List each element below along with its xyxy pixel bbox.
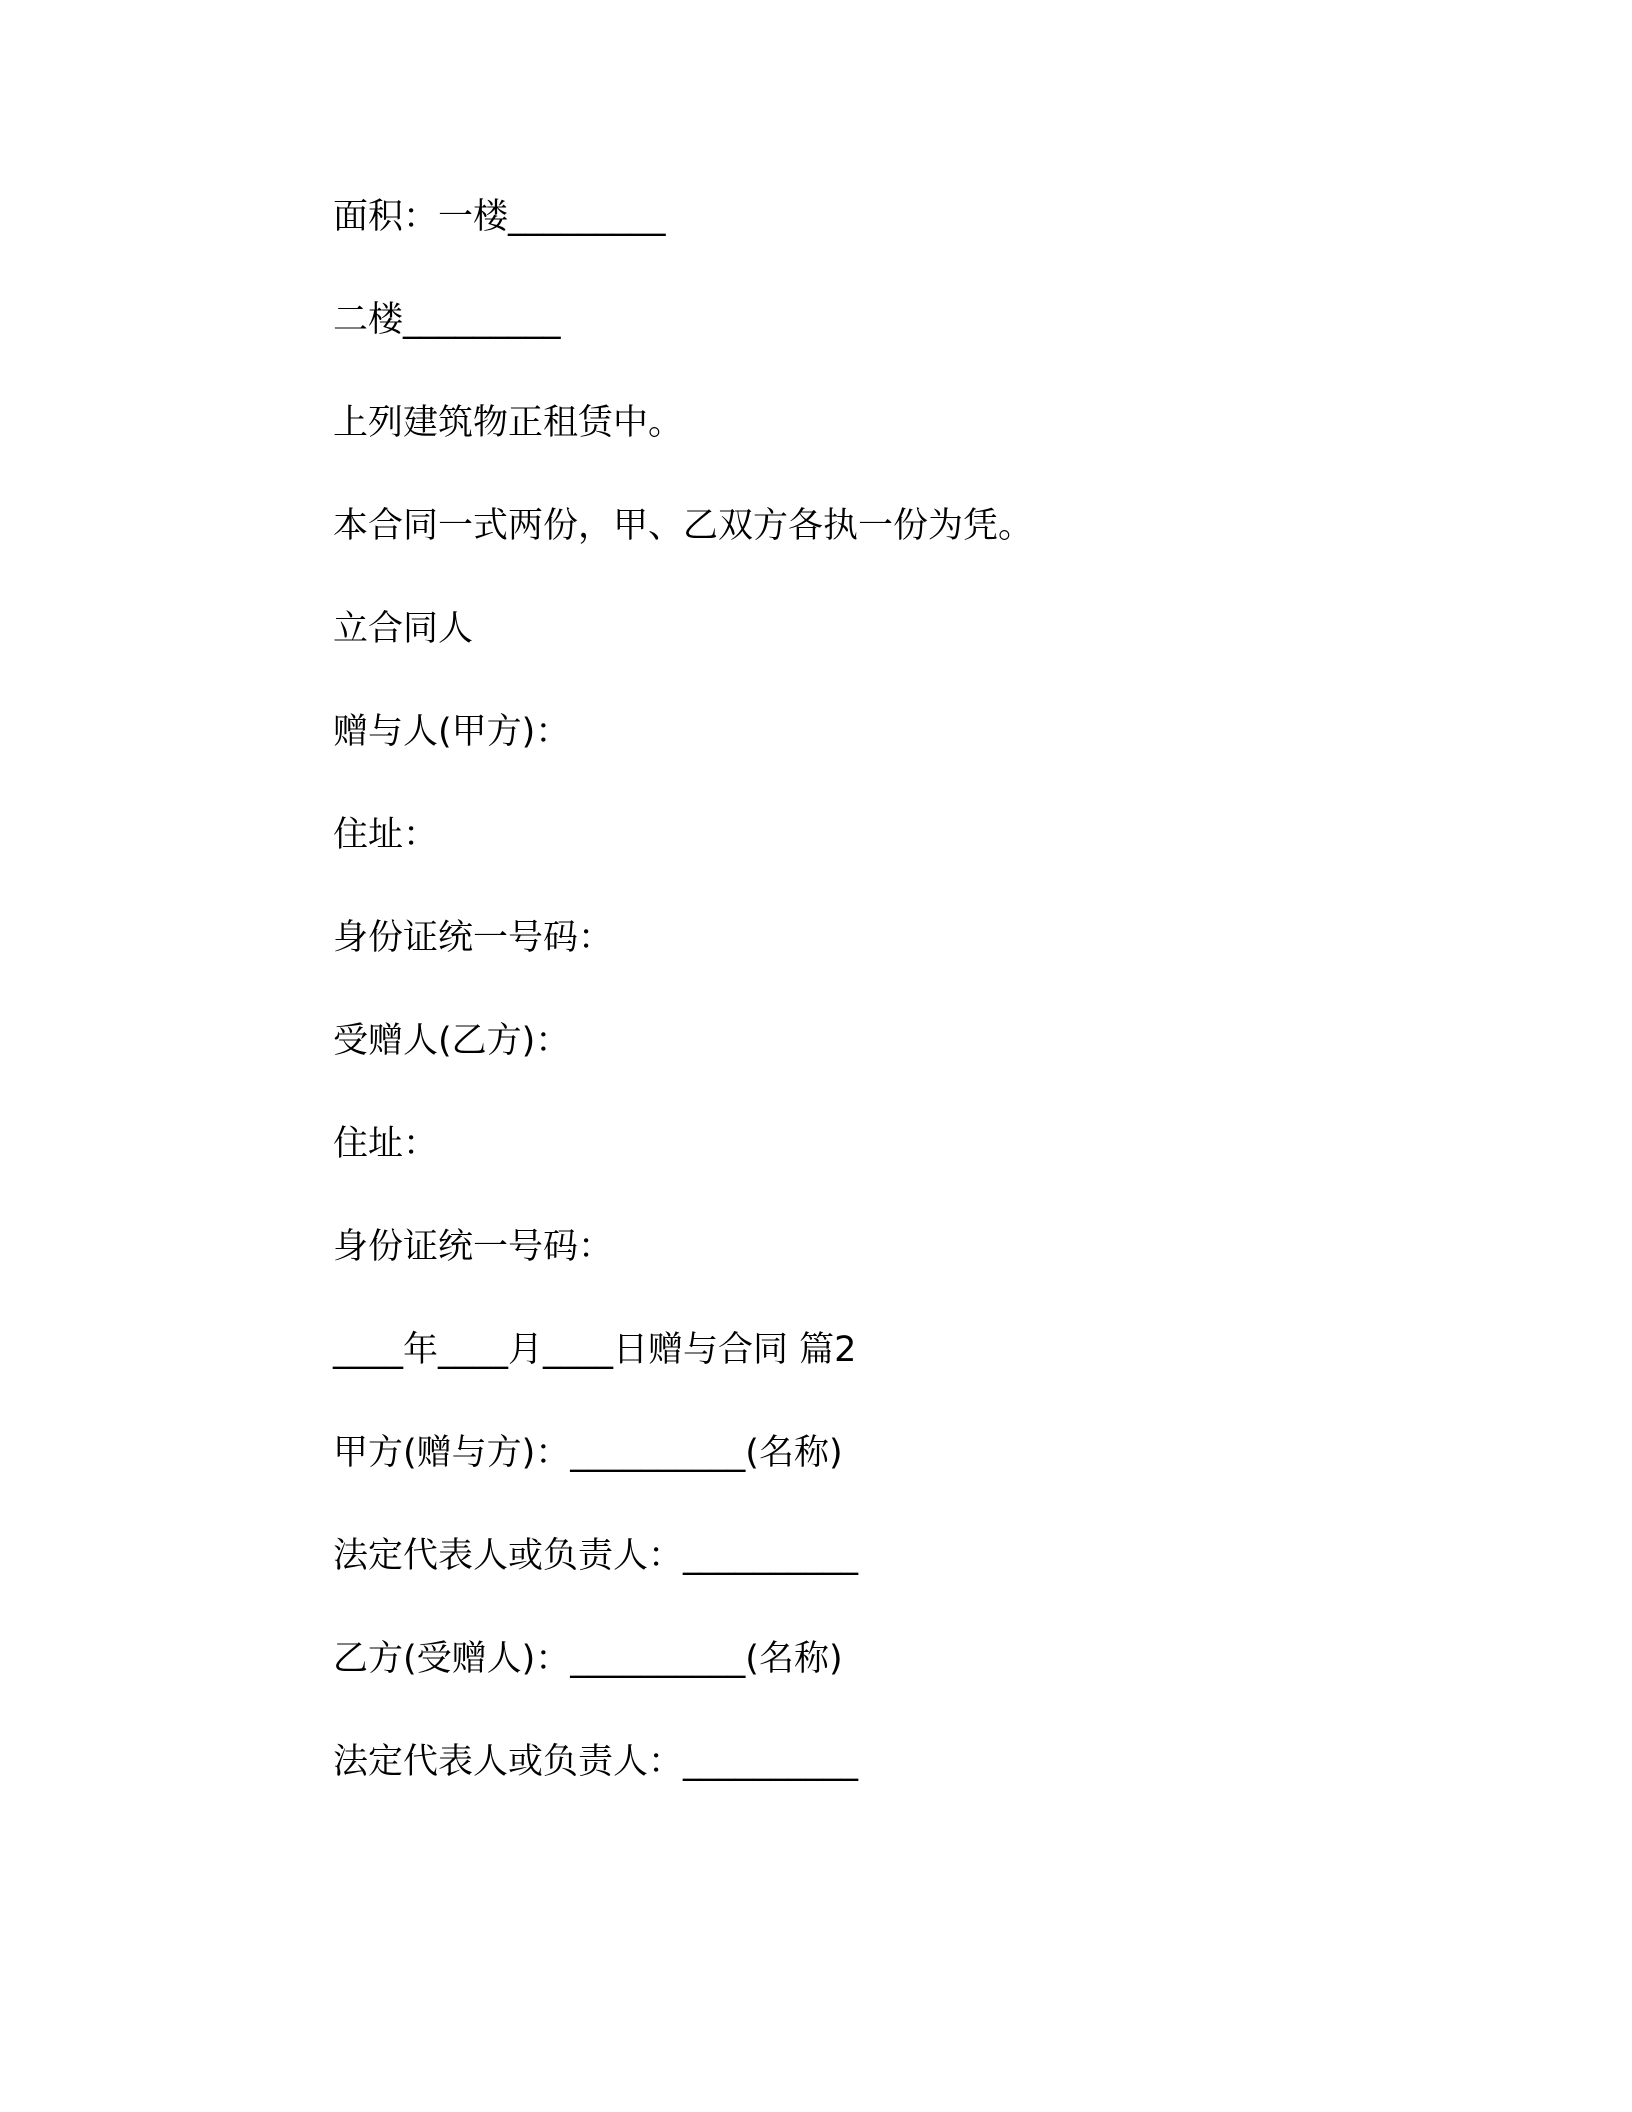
donor-address-label: 住址： — [333, 815, 439, 855]
area-first-floor-line: 面积：一楼_________ — [333, 197, 666, 237]
party-a-donor-name-line: 甲方(赠与方)：__________(名称) — [333, 1433, 843, 1473]
party-b-donee-name-line: 乙方(受赠人)：__________(名称) — [333, 1639, 843, 1679]
donor-party-a-label: 赠与人(甲方)： — [333, 712, 571, 752]
donee-address-label: 住址： — [333, 1124, 439, 1164]
donee-id-number-label: 身份证统一号码： — [333, 1227, 614, 1267]
contract-parties-heading: 立合同人 — [333, 609, 474, 649]
donor-id-number-label: 身份证统一号码： — [333, 918, 614, 958]
copies-clause-line: 本合同一式两份，甲、乙双方各执一份为凭。 — [333, 506, 1034, 546]
party-a-representative-line: 法定代表人或负责人：__________ — [333, 1536, 859, 1576]
date-and-section-title: ____年____月____日赠与合同 篇2 — [333, 1330, 857, 1370]
area-second-floor-line: 二楼_________ — [333, 300, 561, 340]
lease-status-line: 上列建筑物正租赁中。 — [333, 403, 684, 443]
donee-party-b-label: 受赠人(乙方)： — [333, 1021, 571, 1061]
party-b-representative-line: 法定代表人或负责人：__________ — [333, 1742, 859, 1782]
